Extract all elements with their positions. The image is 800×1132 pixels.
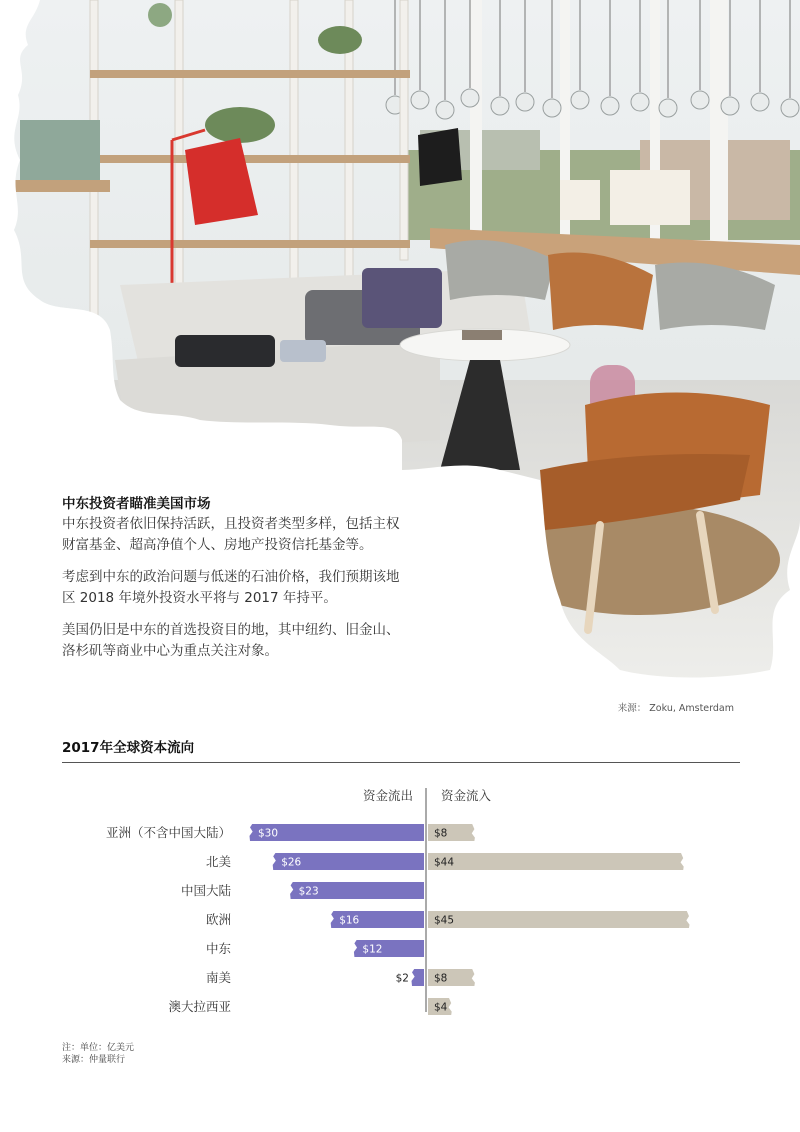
- category-label: 亚洲（不含中国大陆）: [105, 825, 231, 840]
- unit-note: 注：单位：亿美元: [62, 1043, 135, 1053]
- inflow-bar: [428, 911, 690, 928]
- article-heading: 中东投资者瞄准美国市场: [62, 496, 211, 512]
- chart-title: 2017年全球资本流向: [62, 740, 195, 756]
- category-label: 南美: [205, 970, 231, 985]
- article-paragraph-3: 美国仍旧是中东的首选投资目的地，其中纽约、旧金山、洛杉矶等商业中心为重点关注对象。: [62, 622, 400, 659]
- capital-flow-chart: [0, 770, 800, 1030]
- category-label: 澳大拉西亚: [168, 999, 231, 1014]
- outflow-value-label: $23: [298, 885, 319, 898]
- outflow-value-label: $12: [362, 943, 383, 956]
- series-header-inflow: 资金流入: [441, 788, 492, 803]
- article-block: [62, 494, 402, 673]
- photo-credit: 来源： Zoku, Amsterdam: [617, 703, 734, 714]
- outflow-value-label: $16: [339, 914, 360, 927]
- category-label: 中东: [205, 941, 231, 956]
- category-label: 欧洲: [205, 912, 231, 927]
- inflow-value-label: $8: [434, 972, 448, 985]
- category-label: 北美: [205, 854, 231, 869]
- source-note: 来源：仲量联行: [62, 1055, 126, 1065]
- series-header-outflow: 资金流出: [362, 788, 413, 803]
- outflow-value-label: $30: [258, 827, 279, 840]
- chart-title-rule: [62, 762, 740, 763]
- category-label: 中国大陆: [180, 883, 231, 898]
- inflow-value-label: $8: [434, 827, 448, 840]
- inflow-value-label: $45: [434, 914, 455, 927]
- inflow-value-label: $4: [434, 1001, 448, 1014]
- outflow-bar: [412, 969, 425, 986]
- inflow-bar: [428, 853, 684, 870]
- inflow-value-label: $44: [434, 856, 455, 869]
- outflow-value-label: $2: [395, 972, 409, 985]
- article-paragraph-1: 中东投资者依旧保持活跃，且投资者类型多样，包括主权财富基金、超高净值个人、房地产投资信托基金等。: [62, 516, 400, 553]
- capital-flow-svg: [0, 770, 800, 1030]
- article-paragraph-2: 考虑到中东的政治问题与低迷的石油价格，我们预期该地区 2018 年境外投资水平将与 2017 年持平。: [62, 569, 400, 606]
- chart-notes: [62, 1042, 134, 1066]
- outflow-value-label: $26: [281, 856, 302, 869]
